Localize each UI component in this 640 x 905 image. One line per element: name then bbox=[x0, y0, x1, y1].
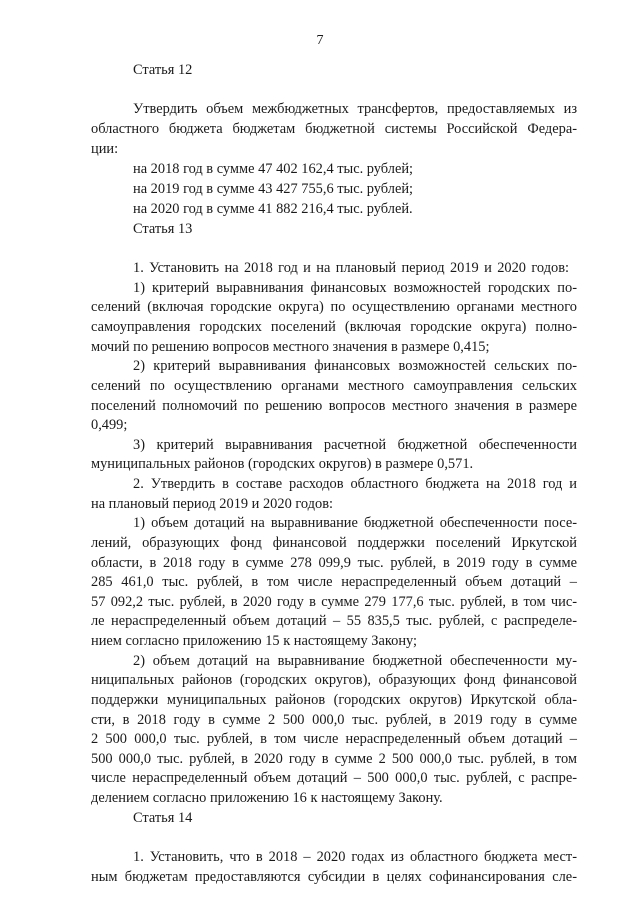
paragraph-line: 1) критерий выравнивания финансовых возможностей городских по- bbox=[133, 280, 577, 296]
paragraph-line: 2 500 000,0 тыс. рублей, в том числе нераспределенный объем дотаций – bbox=[91, 731, 577, 747]
paragraph-line: нием согласно приложению 15 к настоящему Закону; bbox=[91, 633, 418, 649]
paragraph-line: 0,499; bbox=[91, 417, 128, 433]
paragraph-line: 1. Установить на 2018 год и на плановый период 2019 и 2020 годов: bbox=[133, 260, 569, 276]
page-number: 7 bbox=[316, 33, 324, 48]
paragraph-line: муниципальных районов (городских округов) в размере 0,571. bbox=[91, 456, 474, 472]
paragraph-line: поддержки муниципальных районов (городских округов) Иркутской обла- bbox=[91, 692, 577, 708]
paragraph-line: мочий по решению вопросов местного значения в размере 0,415; bbox=[91, 339, 490, 355]
paragraph-line: селений (включая городские округа) по осуществлению органами местного bbox=[91, 299, 577, 315]
article-13-heading: Статья 13 bbox=[133, 221, 193, 237]
paragraph-line: на 2018 год в сумме 47 402 162,4 тыс. рублей; bbox=[133, 161, 414, 177]
article-14-heading: Статья 14 bbox=[133, 810, 193, 826]
paragraph-line: ниципальных районов (городских округов), образующих фонд финансовой bbox=[91, 672, 577, 688]
article-12-heading: Статья 12 bbox=[133, 62, 193, 78]
paragraph-line: ции: bbox=[91, 141, 119, 157]
paragraph-line: ным бюджетам предоставляются субсидии в целях софинансирования сле- bbox=[91, 869, 577, 885]
paragraph-line: делением согласно приложению 16 к настоящему Закону. bbox=[91, 790, 443, 806]
paragraph-line: 1) объем дотаций на выравнивание бюджетной обеспеченности посе- bbox=[133, 515, 577, 531]
paragraph-line: 500 000,0 тыс. рублей, в 2020 году в сумме 2 500 000,0 тыс. рублей, в том bbox=[91, 751, 577, 767]
paragraph-line: поселений полномочий по решению вопросов местного значения в размере bbox=[91, 398, 577, 414]
paragraph-line: сти, в 2018 году в сумме 2 500 000,0 тыс. рублей, в 2019 году в сумме bbox=[91, 712, 577, 728]
paragraph-line: областного бюджета бюджетам бюджетной системы Российской Федера- bbox=[91, 121, 577, 137]
paragraph-line: 1. Установить, что в 2018 – 2020 годах из областного бюджета мест- bbox=[133, 849, 577, 865]
paragraph-line: 2) объем дотаций на выравнивание бюджетной обеспеченности му- bbox=[133, 653, 577, 669]
paragraph-line: области, в 2018 году в сумме 278 099,9 тыс. рублей, в 2019 году в сумме bbox=[91, 555, 577, 571]
paragraph-line: ле нераспределенный объем дотаций – 55 835,5 тыс. рублей, с распределе- bbox=[91, 613, 577, 629]
paragraph-line: 2. Утвердить в составе расходов областного бюджета на 2018 год и bbox=[133, 476, 577, 492]
paragraph-line: 57 092,2 тыс. рублей, в 2020 году в сумме 279 177,6 тыс. рублей, в том чис- bbox=[91, 594, 577, 610]
paragraph-line: на плановый период 2019 и 2020 годов: bbox=[91, 496, 333, 512]
paragraph-line: числе нераспределенный объем дотаций – 500 000,0 тыс. рублей, с распре- bbox=[91, 770, 577, 786]
paragraph-line: 2) критерий выравнивания финансовых возможностей сельских по- bbox=[133, 358, 577, 374]
paragraph-line: 285 461,0 тыс. рублей, в том числе нераспределенный объем дотаций – bbox=[91, 574, 577, 590]
paragraph-line: селений по осуществлению органами местного самоуправления сельских bbox=[91, 378, 577, 394]
paragraph-line: Утвердить объем межбюджетных трансфертов, предоставляемых из bbox=[133, 101, 577, 117]
paragraph-line: на 2019 год в сумме 43 427 755,6 тыс. рублей; bbox=[133, 181, 414, 197]
paragraph-line: 3) критерий выравнивания расчетной бюджетной обеспеченности bbox=[133, 437, 577, 453]
paragraph-line: самоуправления городских поселений (включая городские округа) полно- bbox=[91, 319, 577, 335]
paragraph-line: на 2020 год в сумме 41 882 216,4 тыс. рублей. bbox=[133, 201, 413, 217]
paragraph-line: лений, образующих фонд финансовой поддержки поселений Иркутской bbox=[91, 535, 577, 551]
